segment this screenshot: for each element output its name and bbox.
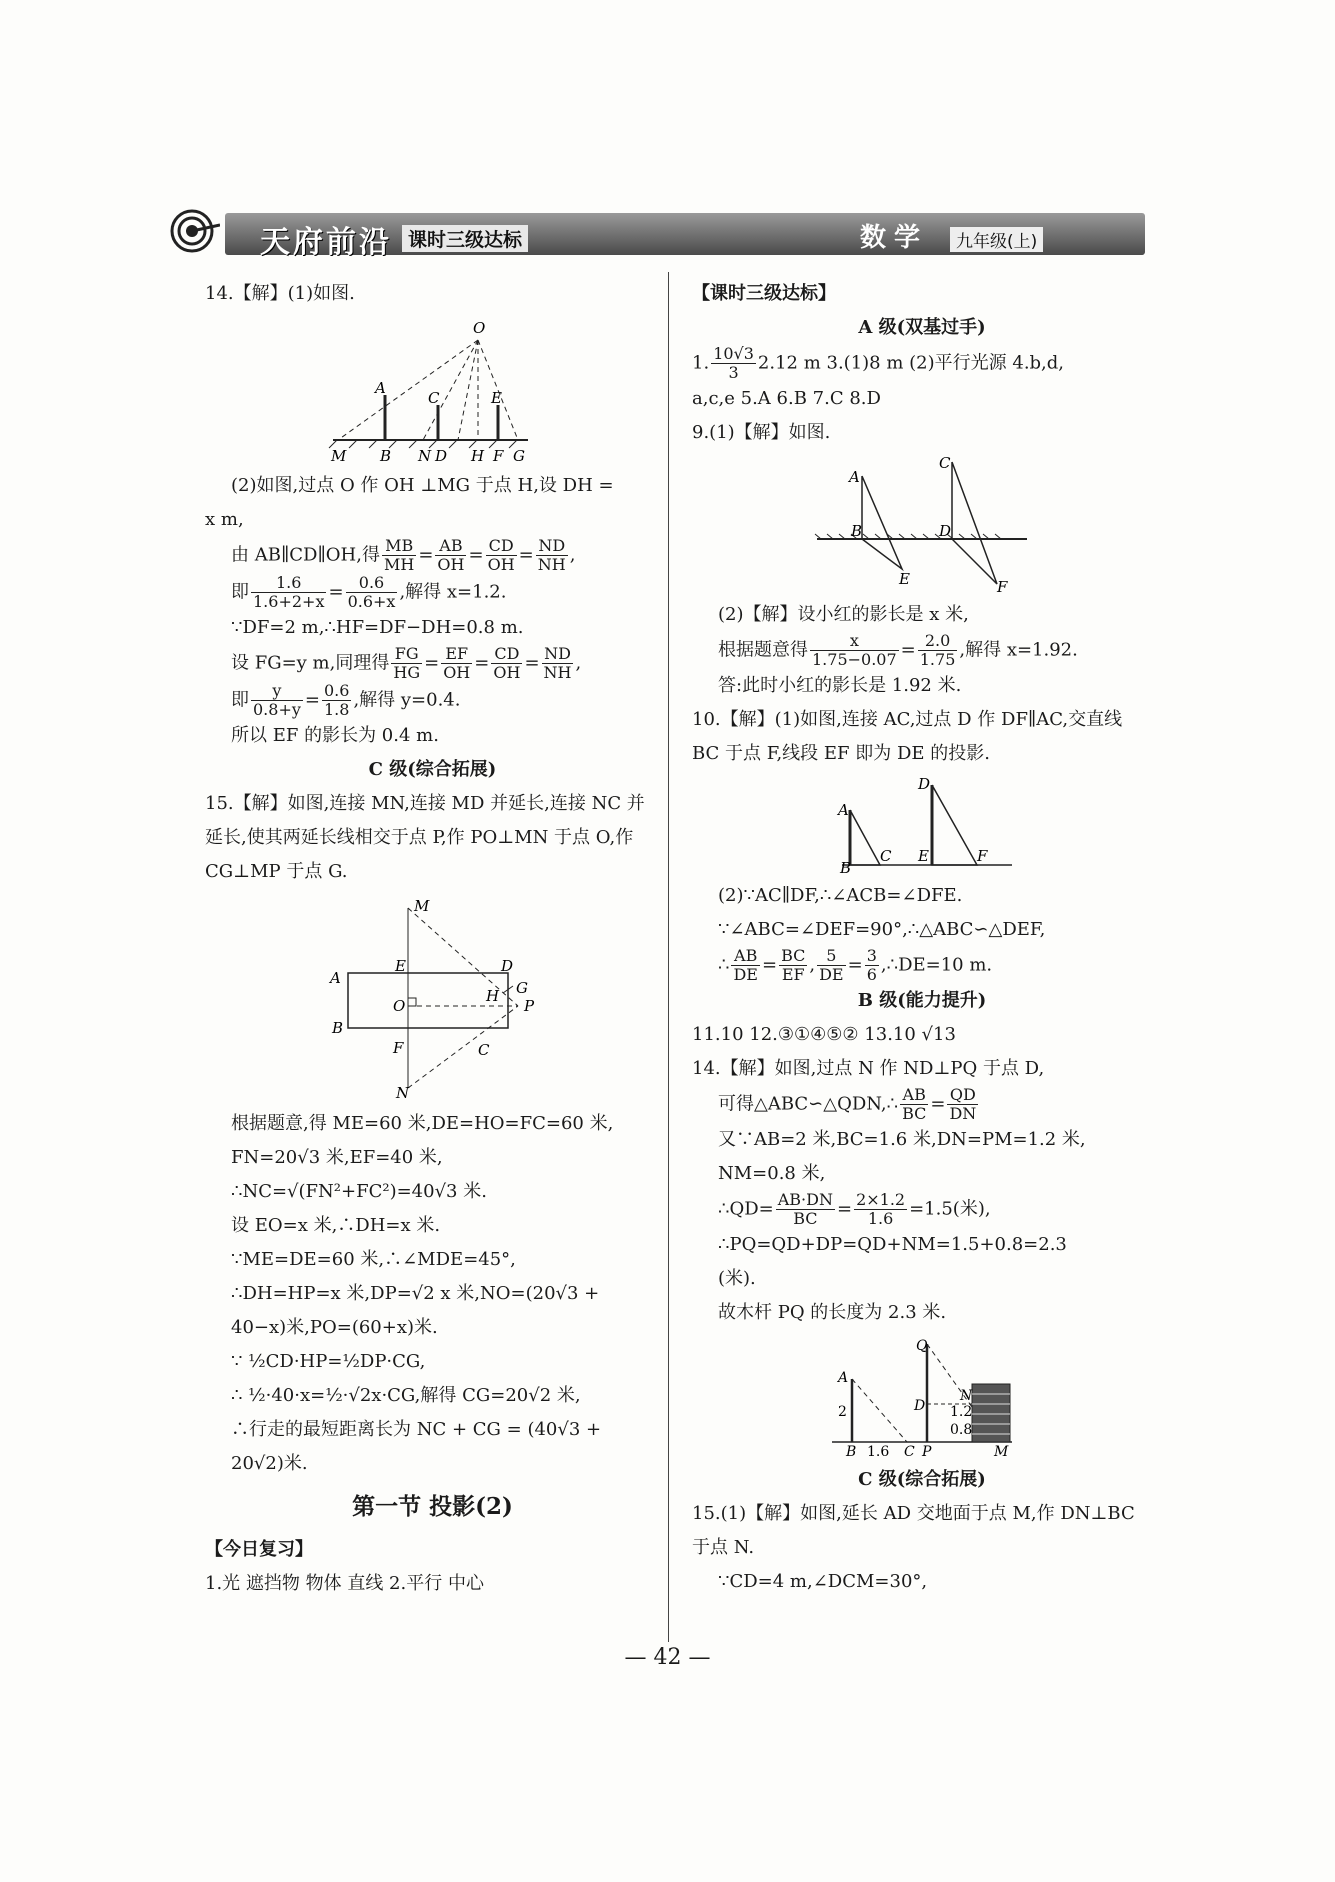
text-line: ∵DF=2 m,∴HF=DF−DH=0.8 m. <box>231 617 524 638</box>
fig15-label: M <box>413 897 429 915</box>
text-line: (2)如图,过点 O 作 OH ⊥MG 于点 H,设 DH = <box>231 475 614 496</box>
fig14r-label: C <box>904 1444 915 1459</box>
fig14r-label: 2 <box>838 1404 847 1420</box>
fig9-label: C <box>939 454 951 472</box>
fig15-diagram <box>318 893 548 1103</box>
q14-text: 14.【解】如图,过点 N 作 ND⊥PQ 于点 D, <box>692 1058 1045 1079</box>
text-line: 即 $\frac{1.6}{1.6+2+x}$ = $\frac{0.6}{0.6+x}$ ,解得 x=1.2. <box>231 573 507 611</box>
text-line: (米). <box>718 1268 756 1289</box>
fig15-label: O <box>392 997 405 1015</box>
text-line: ∴NC=√(FN²+FC²)=40√3 米. <box>231 1181 487 1202</box>
fig15-label: P <box>523 997 534 1015</box>
text-line: ∵∠ABC=∠DEF=90°,∴△ABC∽△DEF, <box>718 919 1046 940</box>
text-line: (2)∵AC∥DF,∴∠ACB=∠DFE. <box>718 885 963 906</box>
right-title: 【课时三级达标】 <box>692 283 836 304</box>
left-column <box>205 277 660 1601</box>
text-line: ∴QD= $\frac{AB\cdot DN}{BC}$ = $\frac{2\times 1.2}{1.6}$ =1.5(米), <box>718 1190 991 1228</box>
section-title: 第一节 投影(2) <box>352 1493 513 1520</box>
fig14-diagram <box>323 315 543 465</box>
fig15-label: D <box>500 957 513 975</box>
level-heading: C 级(综合拓展) <box>368 759 497 780</box>
fig10-label: B <box>840 859 852 875</box>
text-line: ∴ $\frac{AB}{DE}$ = $\frac{BC}{EF}$ , $\frac{5}{DE}$ = $\frac{3}{6}$ ,∴DE=10 m. <box>718 946 993 984</box>
fig15-label: F <box>392 1039 403 1057</box>
fig14-label: H <box>470 447 484 465</box>
text-line: 又∵AB=2 米,BC=1.6 米,DN=PM=1.2 米, <box>718 1129 1086 1150</box>
fig14-label: E <box>490 389 502 407</box>
header-subject: 数学 <box>860 223 929 253</box>
text-line: 即 $\frac{y}{0.8+y}$ = $\frac{0.6}{1.8}$ ,解得 y=0.4. <box>231 681 461 719</box>
review-answers: 1.光 遮挡物 物体 直线 2.平行 中心 <box>205 1573 484 1594</box>
page-header <box>170 205 1145 260</box>
text-line: (2)【解】设小红的影长是 x 米, <box>718 604 969 625</box>
text-line: 设 EO=x 米,∴DH=x 米. <box>231 1215 441 1236</box>
fig14r-label: 1.2 <box>950 1404 973 1420</box>
text-line: 由 AB∥CD∥OH,得 $\frac{MB}{MH}$ = $\frac{AB}{OH}$ = $\frac{CD}{OH}$ = $\frac{ND}{NH}$ , <box>231 536 576 574</box>
level-heading: B 级(能力提升) <box>857 990 987 1011</box>
text-line: 根据题意得 $\frac{x}{1.75-0.07}$ = $\frac{2.0}{1.75}$ ,解得 x=1.92. <box>718 631 1078 669</box>
fig9-label: B <box>851 522 863 540</box>
text-line: 答:此时小红的影长是 1.92 米. <box>718 675 962 696</box>
fig14-label: C <box>427 389 439 407</box>
fig14-label: G <box>512 447 525 465</box>
text-line: 故木杆 PQ 的长度为 2.3 米. <box>718 1302 947 1323</box>
header-grade: 九年级(上) <box>950 227 1043 252</box>
fig14-label: M <box>330 447 346 465</box>
page-number: — 42 — <box>624 1645 711 1670</box>
text-line: ∴DH=HP=x 米,DP=√2 x 米,NO=(20√3 + <box>231 1283 600 1304</box>
fig15-label: G <box>515 979 528 997</box>
fig9-label: E <box>899 570 910 588</box>
fig15-label: A <box>329 969 341 987</box>
review-heading: 【今日复习】 <box>205 1539 313 1560</box>
text-line: x m, <box>205 509 244 530</box>
text-line: 根据题意,得 ME=60 米,DE=HO=FC=60 米, <box>231 1113 614 1134</box>
q10-text: 10.【解】(1)如图,连接 AC,过点 D 作 DF∥AC,交直线 BC 于点 F,线段 EF 即为 DE 的投影. <box>692 709 1123 764</box>
fig14r-label: D <box>914 1398 926 1414</box>
fig14r-label: P <box>922 1444 932 1459</box>
fig14-label: D <box>434 447 447 465</box>
text-line: ∴ ½·40·x=½·√2x·CG,解得 CG=20√2 米, <box>231 1385 581 1406</box>
q14-heading: 14.【解】(1)如图. <box>205 283 355 304</box>
fig14r-diagram <box>812 1334 1032 1459</box>
text-line: ∴PQ=QD+DP=QD+NM=1.5+0.8=2.3 <box>718 1234 1067 1255</box>
answer-line: 1. $\frac{10√3}{3}$ 2.12 m 3.(1)8 m (2)平行光源 4.b,d, <box>692 344 1065 382</box>
fig15-label: N <box>395 1084 409 1102</box>
text-line: 设 FG=y m,同理得 $\frac{FG}{HG}$ = $\frac{EF}{OH}$ = $\frac{CD}{OH}$ = $\frac{ND}{NH}$ , <box>231 644 582 682</box>
text-line: ∵ME=DE=60 米,∴∠MDE=45°, <box>231 1249 516 1270</box>
text-line: NM=0.8 米, <box>718 1163 826 1184</box>
answer-line: 11.10 12.③①④⑤② 13.10 √13 <box>692 1024 956 1045</box>
fig15-label: H <box>485 987 499 1005</box>
fig15-label: B <box>331 1019 343 1037</box>
text-line: 20√2)米. <box>231 1453 308 1474</box>
text-line: 所以 EF 的影长为 0.4 m. <box>231 725 439 746</box>
fig10-label: D <box>918 775 931 793</box>
fig9-label: D <box>939 522 952 540</box>
fig10-diagram <box>822 775 1022 875</box>
fig14r-label: A <box>838 1370 849 1386</box>
header-subtitle: 课时三级达标 <box>402 225 528 252</box>
fig10-label: E <box>918 847 929 865</box>
text-line: ∵ ½CD·HP=½DP·CG, <box>231 1351 426 1372</box>
level-heading: A 级(双基过手) <box>858 317 986 338</box>
fig14-label: A <box>374 379 386 397</box>
fig14-label: F <box>492 447 503 465</box>
fig9-label: A <box>849 468 860 486</box>
answer-line: a,c,e 5.A 6.B 7.C 8.D <box>692 388 881 409</box>
fig14-label: N <box>417 447 431 465</box>
q15-text: 15.(1)【解】如图,延长 AD 交地面于点 M,作 DN⊥BC 于点 N. <box>692 1503 1135 1558</box>
fig14r-label: M <box>994 1444 1009 1459</box>
text-line: 40−x)米,PO=(60+x)米. <box>231 1317 438 1338</box>
level-heading: C 级(综合拓展) <box>858 1469 986 1490</box>
brand-title: 天府前沿 <box>260 225 392 260</box>
fig14-label: O <box>472 319 485 337</box>
fig15-label: C <box>477 1041 489 1059</box>
fig14r-label: N <box>960 1388 973 1404</box>
text-line: 可得△ABC∽△QDN,∴ $\frac{AB}{BC}$ = $\frac{QD}{DN}$ <box>718 1085 977 1123</box>
fig14r-label: 1.6 <box>867 1444 890 1459</box>
fig10-label: C <box>880 847 892 865</box>
target-logo-icon <box>170 205 220 255</box>
fig15-label: E <box>394 957 406 975</box>
fig14-label: B <box>379 447 391 465</box>
text-line: ∵CD=4 m,∠DCM=30°, <box>718 1571 928 1592</box>
column-divider <box>668 272 669 1642</box>
fig14r-label: B <box>846 1444 857 1459</box>
q9-text: 9.(1)【解】如图. <box>692 422 831 443</box>
fig10-label: A <box>838 801 849 819</box>
fig9-label: F <box>997 578 1008 594</box>
fig14r-label: Q <box>916 1338 928 1354</box>
fig10-label: F <box>977 847 988 865</box>
fig9-diagram <box>807 454 1037 594</box>
text-line: FN=20√3 米,EF=40 米, <box>231 1147 443 1168</box>
right-column <box>692 277 1152 1599</box>
text-line: ∴行走的最短距离长为 NC + CG = (40√3 + <box>231 1419 602 1440</box>
fig14r-label: 0.8 <box>950 1422 973 1438</box>
q15-text: 15.【解】如图,连接 MN,连接 MD 并延长,连接 NC 并延长,使其两延长线相交于点 P,作 PO⊥MN 于点 O,作 CG⊥MP 于点 G. <box>205 793 645 882</box>
